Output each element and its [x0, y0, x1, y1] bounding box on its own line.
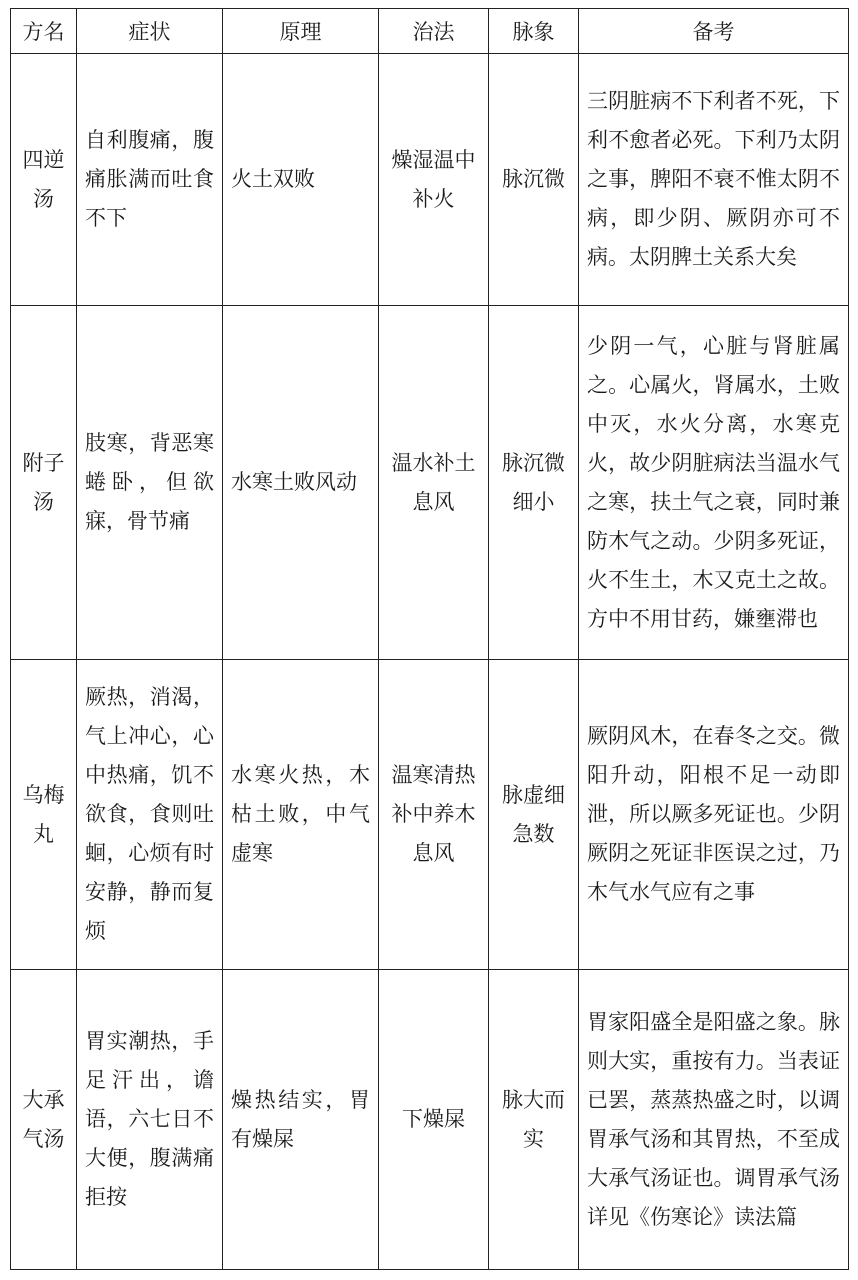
header-principle: 原理 — [223, 9, 379, 54]
symptoms-cell: 肢寒，背恶寒蜷卧，但欲寐，骨节痛 — [77, 306, 223, 660]
principle-cell: 燥热结实，胃有燥屎 — [223, 970, 379, 1270]
formula-name: 大承气汤 — [11, 970, 77, 1270]
principle-cell: 水寒土败风动 — [223, 306, 379, 660]
principle-cell: 水寒火热，木枯土败，中气虚寒 — [223, 660, 379, 970]
symptoms-cell: 胃实潮热，手足汗出，谵语，六七日不大便，腹满痛拒按 — [77, 970, 223, 1270]
treatment-cell: 燥湿温中补火 — [379, 54, 489, 306]
table-row — [11, 54, 849, 306]
symptoms-cell: 自利腹痛，腹痛胀满而吐食不下 — [77, 54, 223, 306]
treatment-cell: 温水补土息风 — [379, 306, 489, 660]
treatment-cell: 下燥屎 — [379, 970, 489, 1270]
pulse-cell: 脉虚细急数 — [489, 660, 579, 970]
formula-name: 四逆汤 — [11, 54, 77, 306]
notes-cell: 三阴脏病不下利者不死，下利不愈者必死。下利乃太阴之事，脾阳不衰不惟太阴不病，即少阴、厥阴亦可不病。太阴脾土关系大矣 — [579, 54, 849, 306]
principle-cell: 火土双败 — [223, 54, 379, 306]
header-pulse: 脉象 — [489, 9, 579, 54]
header-symptoms: 症状 — [77, 9, 223, 54]
header-treatment: 治法 — [379, 9, 489, 54]
table-row — [11, 970, 849, 1270]
pulse-cell: 脉沉微 — [489, 54, 579, 306]
symptoms-cell: 厥热，消渴，气上冲心，心中热痛，饥不欲食，食则吐蛔，心烦有时安静，静而复烦 — [77, 660, 223, 970]
header-formula-name: 方名 — [11, 9, 77, 54]
formula-name: 附子汤 — [11, 306, 77, 660]
treatment-cell: 温寒清热补中养木息风 — [379, 660, 489, 970]
table-row — [11, 660, 849, 970]
header-notes: 备考 — [579, 9, 849, 54]
table-row — [11, 306, 849, 660]
notes-cell: 厥阴风木，在春冬之交。微阳升动，阳根不足一动即泄，所以厥多死证也。少阴厥阴之死证非医误之过，乃木气水气应有之事 — [579, 660, 849, 970]
header-row — [11, 9, 849, 54]
pulse-cell: 脉大而实 — [489, 970, 579, 1270]
notes-cell: 胃家阳盛全是阳盛之象。脉则大实，重按有力。当表证已罢，蒸蒸热盛之时，以调胃承气汤和其胃热，不至成大承气汤证也。调胃承气汤详见《伤寒论》读法篇 — [579, 970, 849, 1270]
notes-cell: 少阴一气，心脏与肾脏属之。心属火，肾属水，土败中灭，水火分离，水寒克火，故少阴脏病法当温水气之寒，扶土气之衰，同时兼防木气之动。少阴多死证，火不生土，木又克土之故。方中不用甘药，嫌壅滞也 — [579, 306, 849, 660]
formula-table — [10, 8, 849, 1270]
pulse-cell: 脉沉微细小 — [489, 306, 579, 660]
formula-name: 乌梅丸 — [11, 660, 77, 970]
